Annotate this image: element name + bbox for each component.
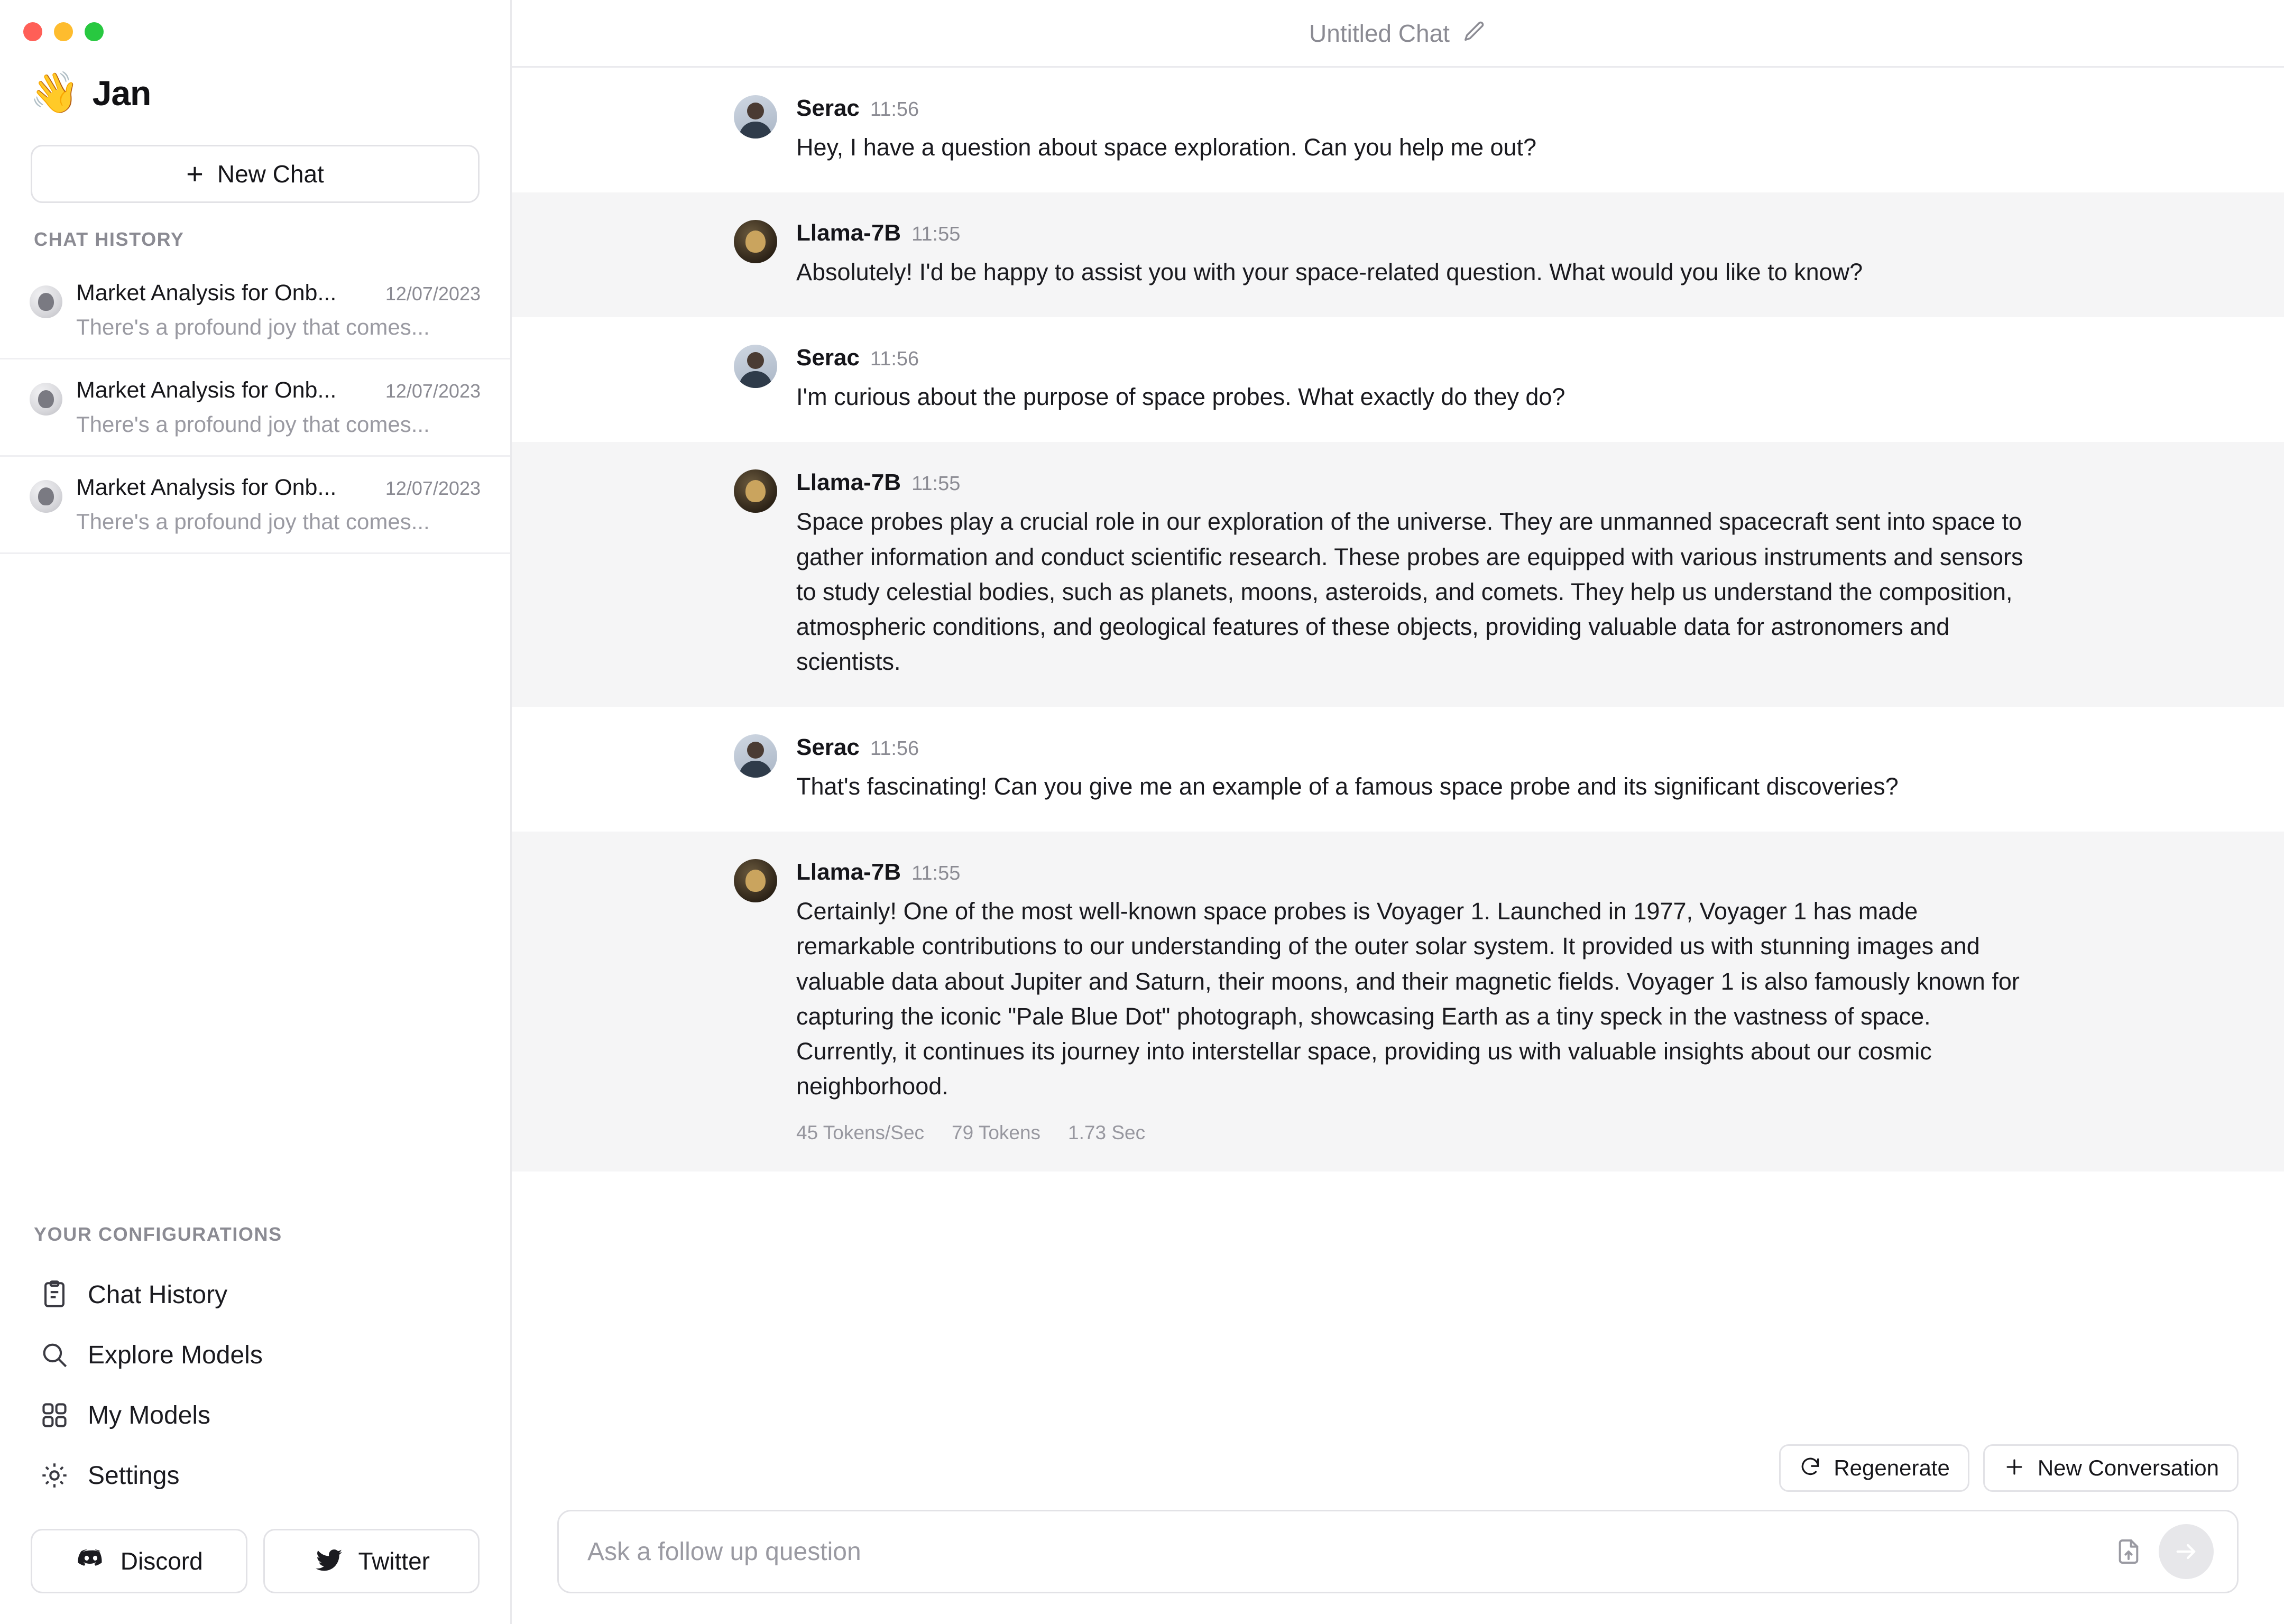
message-user xyxy=(512,707,2284,832)
new-chat-button[interactable] xyxy=(31,145,480,203)
new-chat-label: New Chat xyxy=(217,160,324,188)
message-assistant xyxy=(512,192,2284,317)
message-list xyxy=(512,68,2284,1444)
sidebar-item-settings[interactable] xyxy=(0,1445,510,1506)
chat-header xyxy=(512,0,2284,68)
sidebar-item-label: Chat History xyxy=(88,1280,228,1309)
message-user xyxy=(512,317,2284,442)
message-text: Hey, I have a question about space exploration. Can you help me out? xyxy=(796,134,1537,161)
message-author: Llama-7B xyxy=(796,859,901,885)
message-user xyxy=(512,68,2284,192)
twitter-icon xyxy=(313,1544,345,1579)
clipboard-icon xyxy=(38,1278,71,1311)
message-time: 11:55 xyxy=(911,473,961,495)
main-panel xyxy=(512,0,2284,1624)
avatar xyxy=(734,95,777,139)
pencil-icon[interactable] xyxy=(1462,20,1487,47)
history-title: Market Analysis for Onb... xyxy=(76,475,337,500)
sidebar-item-explore-models[interactable] xyxy=(0,1325,510,1385)
message-author: Serac xyxy=(796,345,860,371)
list-item[interactable] xyxy=(0,359,510,457)
history-title: Market Analysis for Onb... xyxy=(76,377,337,403)
message-time: 11:55 xyxy=(911,862,961,885)
message-text: Certainly! One of the most well-known space probes is Voyager 1. Launched in 1977, Voyager 1 has made remarkable contributions to our understanding of the outer solar system. It provided us with stunning images and valuable data about Jupiter and Saturn, their moons, and their magnetic fields. Voyager 1 is also famously known for capturing the iconic "Pale Blue Dot" photograph, showcasing Earth as a tiny speck in the vastness of space. Currently, it continues its journey into interstellar space, providing us with valuable insights about our cosmic neighborhood. xyxy=(796,898,2020,1100)
gear-icon xyxy=(38,1459,71,1492)
chat-history-list xyxy=(0,262,510,554)
message-time: 11:56 xyxy=(870,348,919,371)
sidebar xyxy=(0,0,512,1624)
social-links xyxy=(0,1506,510,1624)
discord-icon xyxy=(75,1544,107,1579)
token-count: 79 Tokens xyxy=(952,1122,1041,1144)
history-snippet: There's a profound joy that comes... xyxy=(76,509,430,534)
message-text: I'm curious about the purpose of space probes. What exactly do they do? xyxy=(796,383,1565,411)
new-conversation-label: New Conversation xyxy=(2037,1455,2219,1480)
sidebar-spacer xyxy=(0,554,510,1223)
message-assistant xyxy=(512,832,2284,1171)
minimize-icon[interactable] xyxy=(54,22,73,41)
list-item[interactable] xyxy=(0,262,510,359)
window-traffic-lights xyxy=(0,0,510,41)
history-title: Market Analysis for Onb... xyxy=(76,280,337,306)
chat-history-heading: CHAT HISTORY xyxy=(34,228,185,250)
message-text: That's fascinating! Can you give me an example of a famous space probe and its significant discoveries? xyxy=(796,773,1899,800)
avatar xyxy=(734,220,777,263)
search-input[interactable] xyxy=(587,1537,2108,1566)
plus-icon: + xyxy=(186,157,204,190)
discord-label: Discord xyxy=(120,1547,203,1575)
message-text: Absolutely! I'd be happy to assist you with your space-related question. What would you like to know? xyxy=(796,259,1863,286)
send-button[interactable] xyxy=(2159,1524,2214,1579)
plus-icon xyxy=(2003,1455,2026,1481)
message-assistant xyxy=(512,442,2284,707)
message-author: Serac xyxy=(796,734,860,761)
message-stats xyxy=(796,1122,2062,1144)
regenerate-button[interactable] xyxy=(1779,1444,1969,1492)
message-time: 11:56 xyxy=(870,98,919,121)
sidebar-item-label: My Models xyxy=(88,1401,211,1429)
history-date: 12/07/2023 xyxy=(385,283,481,304)
avatar xyxy=(734,734,777,778)
new-conversation-button[interactable] xyxy=(1983,1444,2239,1492)
file-upload-icon[interactable] xyxy=(2108,1531,2149,1572)
avatar xyxy=(734,859,777,902)
app-title: Jan xyxy=(92,73,151,113)
duration: 1.73 Sec xyxy=(1068,1122,1146,1144)
refresh-icon xyxy=(1799,1455,1822,1481)
message-time: 11:55 xyxy=(911,223,961,246)
page-title: Untitled Chat xyxy=(1309,19,1450,47)
app-brand xyxy=(0,41,510,113)
message-time: 11:56 xyxy=(870,737,919,760)
twitter-button[interactable] xyxy=(263,1529,480,1593)
tokens-per-sec: 45 Tokens/Sec xyxy=(796,1122,925,1144)
message-text: Space probes play a crucial role in our exploration of the universe. They are unmanned spacecraft sent into space to gather information and conduct scientific research. These probes are equipped with various instruments and sensors to study celestial bodies, such as planets, moons, asteroids, and comets. They help us understand the composition, atmospheric conditions, and geological features of these objects, providing valuable data for astronomers and scientists. xyxy=(796,508,2023,675)
grid-icon xyxy=(38,1399,71,1432)
close-icon[interactable] xyxy=(23,22,42,41)
message-author: Serac xyxy=(796,95,860,121)
avatar xyxy=(30,285,62,318)
history-snippet: There's a profound joy that comes... xyxy=(76,315,430,339)
message-author: Llama-7B xyxy=(796,469,901,496)
regenerate-label: Regenerate xyxy=(1834,1455,1950,1480)
history-snippet: There's a profound joy that comes... xyxy=(76,412,430,437)
avatar xyxy=(30,383,62,416)
history-date: 12/07/2023 xyxy=(385,380,481,402)
avatar xyxy=(30,480,62,513)
search-icon xyxy=(38,1339,71,1371)
sidebar-item-label: Settings xyxy=(88,1461,180,1490)
avatar xyxy=(734,469,777,513)
sidebar-item-chat-history[interactable] xyxy=(0,1265,510,1325)
list-item[interactable] xyxy=(0,457,510,554)
sidebar-item-my-models[interactable] xyxy=(0,1385,510,1445)
configurations-heading: YOUR CONFIGURATIONS xyxy=(34,1223,282,1245)
composer xyxy=(512,1444,2284,1624)
history-date: 12/07/2023 xyxy=(385,477,481,499)
maximize-icon[interactable] xyxy=(85,22,104,41)
twitter-label: Twitter xyxy=(358,1547,430,1575)
composer-input-wrapper[interactable] xyxy=(557,1510,2239,1593)
composer-actions xyxy=(557,1444,2239,1492)
discord-button[interactable] xyxy=(31,1529,247,1593)
message-author: Llama-7B xyxy=(796,220,901,246)
wave-icon: 👋 xyxy=(30,70,80,115)
avatar xyxy=(734,345,777,388)
sidebar-item-label: Explore Models xyxy=(88,1341,263,1369)
